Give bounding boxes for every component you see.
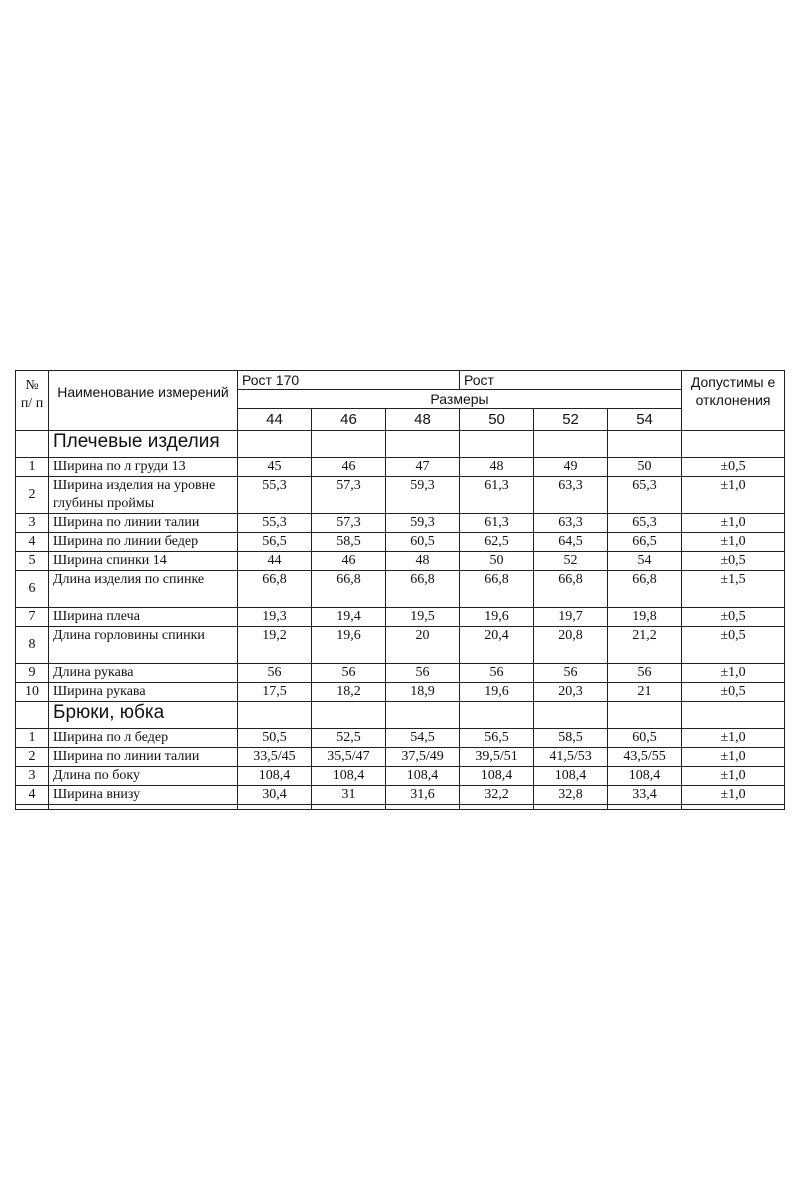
section-blank-cell <box>312 702 386 729</box>
tolerance-value: ±0,5 <box>682 552 785 571</box>
size-value: 60,5 <box>608 729 682 748</box>
table-row <box>16 729 785 748</box>
size-value: 21,2 <box>608 627 682 664</box>
row-number: 2 <box>16 748 49 767</box>
measurement-name: Длина рукава <box>49 664 238 683</box>
section-blank-cell <box>238 431 312 458</box>
size-value: 66,5 <box>608 533 682 552</box>
size-header-44: 44 <box>238 409 312 431</box>
row-number: 5 <box>16 552 49 571</box>
size-value: 19,3 <box>238 608 312 627</box>
size-header-52: 52 <box>534 409 608 431</box>
size-value: 19,2 <box>238 627 312 664</box>
size-value: 56 <box>238 664 312 683</box>
measurements-table <box>15 370 785 810</box>
size-value: 45 <box>238 458 312 477</box>
row-number: 1 <box>16 729 49 748</box>
size-value: 55,3 <box>238 514 312 533</box>
size-value: 58,5 <box>312 533 386 552</box>
measurement-name: Ширина по л груди 13 <box>49 458 238 477</box>
size-value: 20,8 <box>534 627 608 664</box>
table-row <box>16 767 785 786</box>
size-value: 19,7 <box>534 608 608 627</box>
tolerance-value: ±1,0 <box>682 748 785 767</box>
section-row <box>16 431 785 458</box>
measurement-name: Ширина внизу <box>49 786 238 805</box>
table-row <box>16 748 785 767</box>
size-value: 108,4 <box>238 767 312 786</box>
size-value: 41,5/53 <box>534 748 608 767</box>
size-value: 46 <box>312 458 386 477</box>
size-value: 61,3 <box>460 514 534 533</box>
size-value: 49 <box>534 458 608 477</box>
continuation-cell <box>682 805 785 810</box>
size-value: 20,4 <box>460 627 534 664</box>
table-row <box>16 571 785 608</box>
size-value: 39,5/51 <box>460 748 534 767</box>
size-value: 56,5 <box>238 533 312 552</box>
size-value: 63,3 <box>534 477 608 514</box>
size-value: 65,3 <box>608 477 682 514</box>
size-value: 43,5/55 <box>608 748 682 767</box>
col-name-header: Наименование измерений <box>49 371 238 431</box>
size-value: 18,9 <box>386 683 460 702</box>
size-value: 18,2 <box>312 683 386 702</box>
size-value: 66,8 <box>534 571 608 608</box>
size-value: 47 <box>386 458 460 477</box>
continuation-cell <box>460 805 534 810</box>
section-title: Брюки, юбка <box>49 702 238 729</box>
measurement-name: Ширина по линии талии <box>49 514 238 533</box>
row-number: 4 <box>16 533 49 552</box>
size-chart <box>15 370 785 810</box>
size-value: 32,8 <box>534 786 608 805</box>
size-value: 50 <box>608 458 682 477</box>
measurement-name: Ширина по линии бедер <box>49 533 238 552</box>
size-value: 108,4 <box>608 767 682 786</box>
table-row <box>16 683 785 702</box>
section-blank-cell <box>682 702 785 729</box>
table-row <box>16 533 785 552</box>
size-value: 108,4 <box>312 767 386 786</box>
section-blank-cell <box>460 702 534 729</box>
section-blank-cell <box>460 431 534 458</box>
tolerance-value: ±1,0 <box>682 786 785 805</box>
size-value: 64,5 <box>534 533 608 552</box>
size-value: 19,6 <box>312 627 386 664</box>
size-header-50: 50 <box>460 409 534 431</box>
size-header-54: 54 <box>608 409 682 431</box>
tolerance-value: ±0,5 <box>682 683 785 702</box>
continuation-cell <box>386 805 460 810</box>
section-blank-cell <box>534 702 608 729</box>
size-value: 65,3 <box>608 514 682 533</box>
section-row <box>16 702 785 729</box>
measurement-name: Ширина спинки 14 <box>49 552 238 571</box>
table-row <box>16 608 785 627</box>
size-value: 56,5 <box>460 729 534 748</box>
header-row-1 <box>16 371 785 390</box>
table-row <box>16 458 785 477</box>
measurement-name: Длина горловины спинки <box>49 627 238 664</box>
size-value: 19,5 <box>386 608 460 627</box>
row-number: 4 <box>16 786 49 805</box>
size-value: 33,5/45 <box>238 748 312 767</box>
table-continuation <box>16 805 785 810</box>
table-row <box>16 664 785 683</box>
rost-header: Рост <box>460 371 682 390</box>
size-value: 55,3 <box>238 477 312 514</box>
size-value: 21 <box>608 683 682 702</box>
tolerance-value: ±1,0 <box>682 729 785 748</box>
size-value: 19,4 <box>312 608 386 627</box>
measurement-name: Ширина по л бедер <box>49 729 238 748</box>
row-number: 9 <box>16 664 49 683</box>
tolerance-value: ±0,5 <box>682 627 785 664</box>
size-value: 52,5 <box>312 729 386 748</box>
row-number: 7 <box>16 608 49 627</box>
row-number: 1 <box>16 458 49 477</box>
size-value: 19,6 <box>460 608 534 627</box>
size-value: 48 <box>386 552 460 571</box>
size-value: 19,8 <box>608 608 682 627</box>
size-value: 30,4 <box>238 786 312 805</box>
tolerance-value: ±1,0 <box>682 664 785 683</box>
tolerance-value: ±0,5 <box>682 458 785 477</box>
tolerance-value: ±0,5 <box>682 608 785 627</box>
size-value: 61,3 <box>460 477 534 514</box>
section-blank-cell <box>16 431 49 458</box>
section-blank-cell <box>238 702 312 729</box>
row-number: 3 <box>16 514 49 533</box>
size-value: 32,2 <box>460 786 534 805</box>
col-no-header: № п/ п <box>16 371 49 431</box>
tolerance-value: ±1,0 <box>682 514 785 533</box>
size-value: 108,4 <box>460 767 534 786</box>
size-value: 52 <box>534 552 608 571</box>
measurement-name: Длина изделия по спинке <box>49 571 238 608</box>
tolerance-header: Допустимы е отклонения <box>682 371 785 431</box>
tolerance-value: ±1,0 <box>682 477 785 514</box>
table-row <box>16 627 785 664</box>
size-value: 66,8 <box>386 571 460 608</box>
row-number: 6 <box>16 571 49 608</box>
size-value: 37,5/49 <box>386 748 460 767</box>
size-header-46: 46 <box>312 409 386 431</box>
size-value: 33,4 <box>608 786 682 805</box>
size-value: 56 <box>534 664 608 683</box>
section-blank-cell <box>608 702 682 729</box>
section-blank-cell <box>386 702 460 729</box>
measurement-name: Ширина рукава <box>49 683 238 702</box>
size-value: 50,5 <box>238 729 312 748</box>
section-blank-cell <box>608 431 682 458</box>
size-value: 60,5 <box>386 533 460 552</box>
size-value: 46 <box>312 552 386 571</box>
row-number: 8 <box>16 627 49 664</box>
continuation-cell <box>312 805 386 810</box>
size-value: 54 <box>608 552 682 571</box>
measurement-name: Длина по боку <box>49 767 238 786</box>
tolerance-value: ±1,0 <box>682 767 785 786</box>
size-value: 48 <box>460 458 534 477</box>
continuation-cell <box>534 805 608 810</box>
section-blank-cell <box>534 431 608 458</box>
size-value: 56 <box>312 664 386 683</box>
size-value: 57,3 <box>312 477 386 514</box>
size-value: 108,4 <box>386 767 460 786</box>
size-value: 66,8 <box>312 571 386 608</box>
size-value: 20 <box>386 627 460 664</box>
measurement-name: Ширина плеча <box>49 608 238 627</box>
size-value: 56 <box>608 664 682 683</box>
table-row <box>16 786 785 805</box>
continuation-cell <box>608 805 682 810</box>
continuation-cell <box>238 805 312 810</box>
measurement-name: Ширина по линии талии <box>49 748 238 767</box>
size-value: 56 <box>460 664 534 683</box>
size-header-48: 48 <box>386 409 460 431</box>
size-value: 58,5 <box>534 729 608 748</box>
row-number: 3 <box>16 767 49 786</box>
size-value: 35,5/47 <box>312 748 386 767</box>
size-value: 66,8 <box>608 571 682 608</box>
row-number: 10 <box>16 683 49 702</box>
size-value: 31 <box>312 786 386 805</box>
size-value: 108,4 <box>534 767 608 786</box>
section-blank-cell <box>386 431 460 458</box>
size-value: 62,5 <box>460 533 534 552</box>
sizes-header: Размеры <box>238 390 682 409</box>
table-row <box>16 552 785 571</box>
size-value: 59,3 <box>386 477 460 514</box>
size-value: 17,5 <box>238 683 312 702</box>
rost-170-header: Рост 170 <box>238 371 460 390</box>
size-value: 31,6 <box>386 786 460 805</box>
section-blank-cell <box>16 702 49 729</box>
size-value: 66,8 <box>238 571 312 608</box>
section-blank-cell <box>682 431 785 458</box>
size-value: 57,3 <box>312 514 386 533</box>
section-title: Плечевые изделия <box>49 431 238 458</box>
tolerance-value: ±1,5 <box>682 571 785 608</box>
size-value: 66,8 <box>460 571 534 608</box>
continuation-cell <box>16 805 49 810</box>
size-value: 56 <box>386 664 460 683</box>
size-value: 19,6 <box>460 683 534 702</box>
size-value: 44 <box>238 552 312 571</box>
table-row <box>16 514 785 533</box>
measurement-name: Ширина изделия на уровне глубины проймы <box>49 477 238 514</box>
section-blank-cell <box>312 431 386 458</box>
row-number: 2 <box>16 477 49 514</box>
size-value: 50 <box>460 552 534 571</box>
size-value: 63,3 <box>534 514 608 533</box>
table-row <box>16 477 785 514</box>
size-value: 20,3 <box>534 683 608 702</box>
size-value: 59,3 <box>386 514 460 533</box>
continuation-cell <box>49 805 238 810</box>
size-value: 54,5 <box>386 729 460 748</box>
tolerance-value: ±1,0 <box>682 533 785 552</box>
